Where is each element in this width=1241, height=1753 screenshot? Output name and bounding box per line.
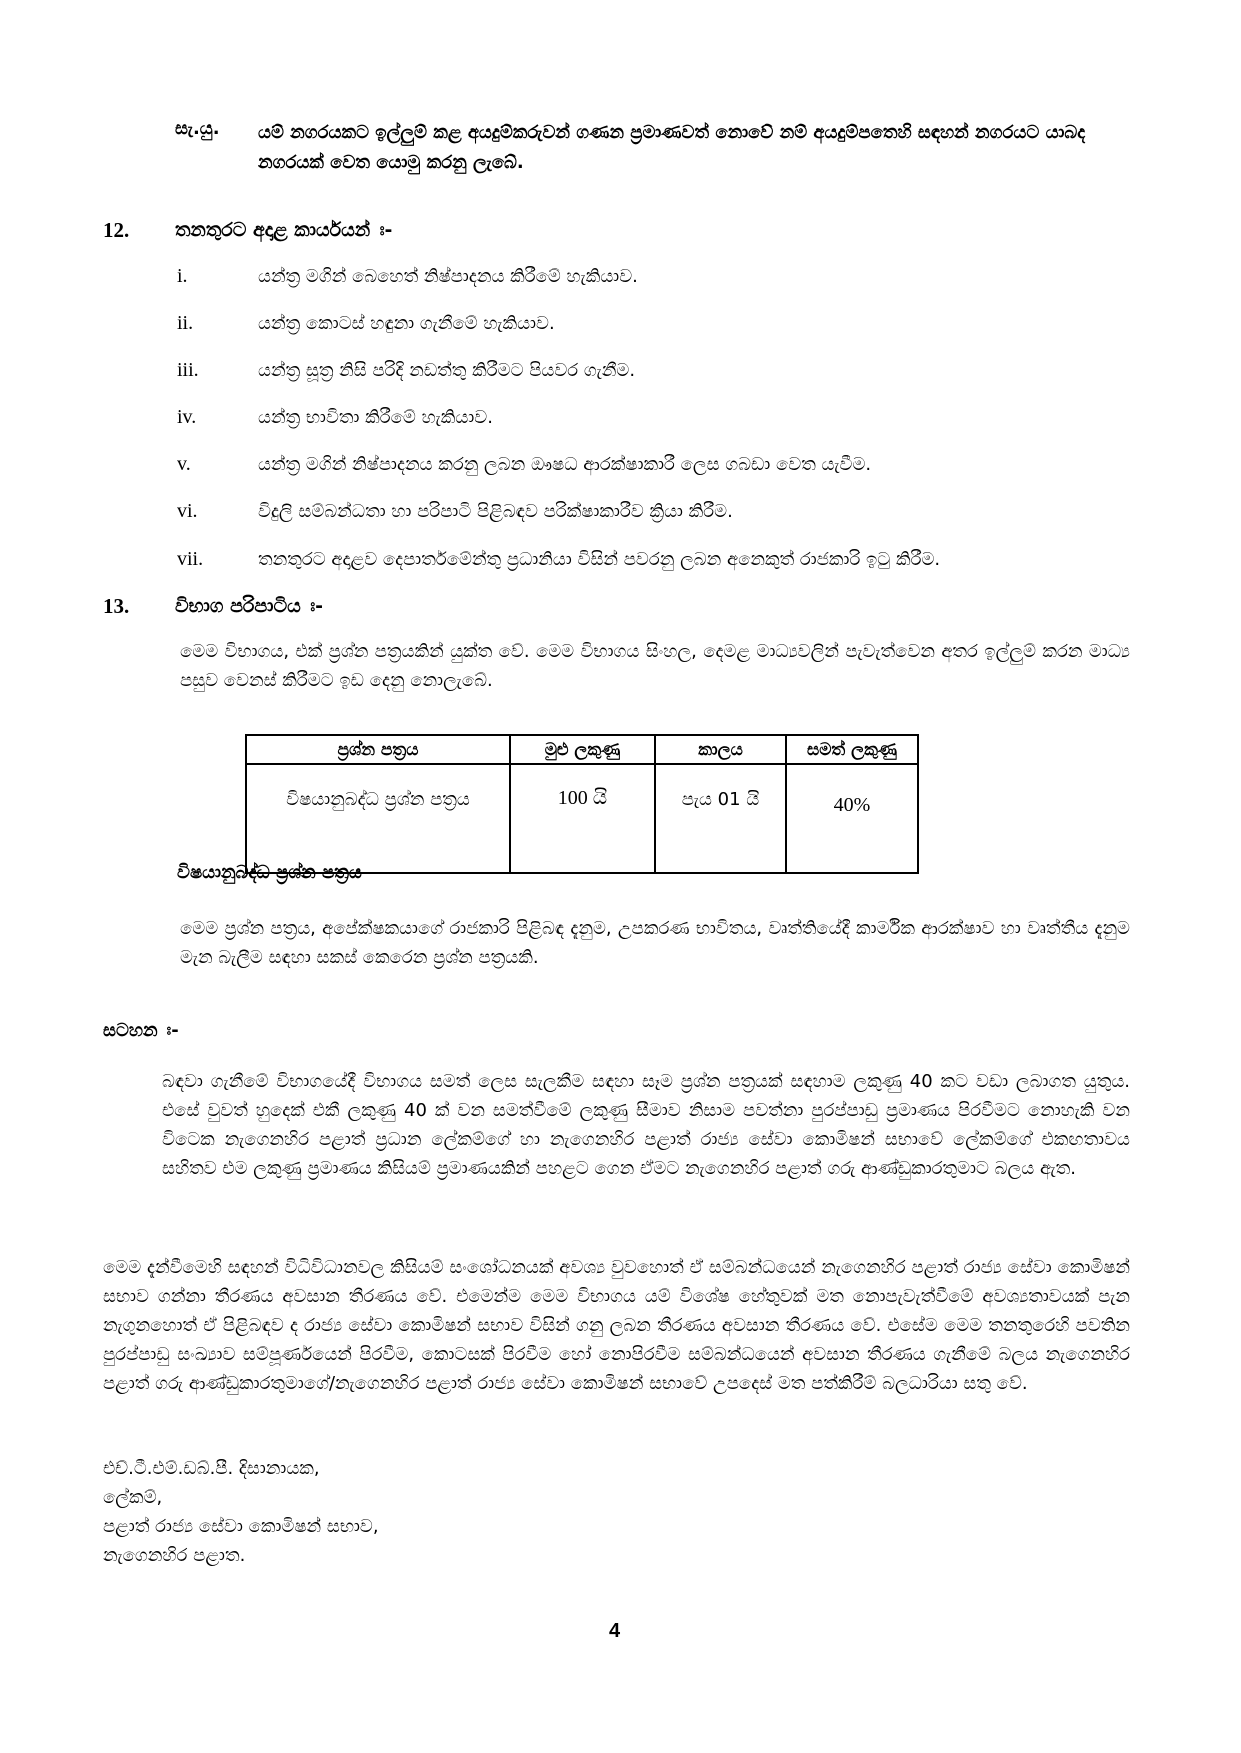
closing-paragraph: මෙම දැන්වීමෙහි සඳහන් විධිවිධානවල කිසියම් සංශෝධනයක් අවශ්‍ය වුවහොත් ඒ සම්බන්ධයෙන් නැගෙනහිර පළාත් රාජ්‍ය සේවා කොමිෂන් සභාව ගන්නා තීරණය අවසාන තීරණය වේ. එමෙන්ම මෙම විභාගය යම් විශේෂ හේතුවක් මත නොපැවැත්වීමේ අවශ්‍යතාවයක් පැන නැගුනහොත් ඒ පිළිබඳව ද රාජ්‍ය සේවා කොමිෂන් සභාව විසින් ගනු ලබන තීරණය අවසාන තීරණය වේ. එසේම මෙම තනතුරෙහි පවතින පුරප්පාඩු සංඛ්‍යාව සම්පූර්ණයෙන් පිරවීම, කොටසක් පිරවීම හෝ නොපිරවීම සම්බන්ධයෙන් අවසාන තීරණය ගැනීමේ බලය නැගෙනහිර පළාත් ගරු ආණ්ඩුකාරතුමාගේ/නැගෙනහිර පළාත් රාජ්‍ය සේවා කොමිෂන් සභාවේ උපදෙස් මත පත්කිරීම් බලධාරියා සතු වේ.: [103, 1257, 1130, 1394]
header-total-marks: මුළු ලකුණු: [510, 735, 655, 764]
duty-roman: i.: [177, 265, 188, 287]
exam-table: [245, 734, 919, 874]
exam-table-header-row: [246, 735, 918, 764]
signature-name: එච්.ටී.එම්.ඩබ්.පී. දිසානායක,: [103, 1458, 320, 1479]
duty-text: යන්ත්‍ර භාවිතා කිරීමේ හැකියාව.: [258, 407, 493, 428]
duty-roman: ii.: [177, 312, 194, 334]
duty-roman: iii.: [177, 359, 199, 381]
signature-province: නැගෙනහිර පළාත.: [103, 1545, 246, 1566]
cell-total-marks: 100 යි: [510, 764, 655, 873]
cell-pass-marks: 40%: [786, 764, 918, 873]
note-text: යම් නගරයකට ඉල්ලුම් කළ අයදුම්කරුවන් ගණන ප්‍රමාණවත් නොවේ නම් අයදුම්පතෙහි සඳහන් නගරයට යාබද නගරයක් වෙත යොමු කරනු ලැබේ.: [258, 122, 1086, 173]
header-paper: ප්‍රශ්න පත්‍රය: [246, 735, 510, 764]
page-number: 4: [609, 1620, 621, 1642]
duty-roman: vii.: [177, 548, 204, 570]
signature-office: පළාත් රාජ්‍ය සේවා කොමිෂන් සභාව,: [103, 1516, 379, 1537]
header-duration: කාලය: [655, 735, 786, 764]
section-12-number: 12.: [103, 218, 130, 242]
duty-text: විදුලි සම්බන්ධතා හා පරිපාටි පිළිබඳව පරික්ෂාකාරීව ක්‍රියා කිරීම.: [258, 501, 733, 522]
duty-text: යන්ත්‍ර සූත්‍ර නිසි පරිදි නඩත්තු කිරීමට පියවර ගැනීම.: [258, 360, 636, 381]
duty-text: යන්ත්‍ර කොටස් හඳුනා ගැනීමේ හැකියාව.: [258, 313, 555, 334]
duty-roman: vi.: [177, 500, 198, 522]
duty-text: යන්ත්‍ර මගින් නිෂ්පාදනය කරනු ලබන ඖෂධ ආරක්ෂාකාරී ලෙස ගබඩා වෙත යැවීම.: [258, 454, 872, 475]
duty-text: යන්ත්‍ර මගින් බෙහෙත් නිෂ්පාදනය කිරීමේ හැකියාව.: [258, 266, 638, 287]
duty-roman: v.: [177, 453, 191, 475]
subject-paper-heading: විෂයානුබද්ධ ප්‍රශ්න පත්‍රය: [177, 862, 362, 883]
section-13-title: විභාග පරිපාටිය ඃ-: [175, 595, 324, 617]
section-12-title: තනතුරට අදාළ කාර්යයන් ඃ-: [175, 219, 393, 241]
cell-duration: පැය 01 යි: [655, 764, 786, 873]
notes-title: සටහන ඃ-: [103, 1020, 179, 1041]
notes-text: බඳවා ගැනීමේ විභාගයේදී විභාගය සමත් ලෙස සැලකීම සඳහා සෑම ප්‍රශ්න පත්‍රයක් සඳහාම ලකුණු 40 කට වඩා ලබාගත යුතුය. එසේ වුවත් හුදෙක් එකී ලකුණු 40 ක් වන සමත්වීමේ ලකුණු සීමාව නිසාම පවත්නා පුරප්පාඩු ප්‍රමාණය පිරවීමට නොහැකි වන විටෙක නැගෙනහිර පළාත් ප්‍රධාන ලේකම්ගේ හා නැගෙනහිර පළාත් රාජ්‍ය සේවා කොමිෂන් සභාවේ ලේකම්ගේ එකඟතාවය සහිතව එම ලකුණු ප්‍රමාණය කිසියම් ප්‍රමාණයකින් පහළට ගෙන ඒමට නැගෙනහිර පළාත් ගරු ආණ්ඩුකාරතුමාට බලය ඇත.: [162, 1071, 1130, 1179]
note-label: සැ.යු.: [175, 118, 220, 139]
signature-block: [103, 1454, 379, 1570]
header-pass-marks: සමත් ලකුණු: [786, 735, 918, 764]
section-13-number: 13.: [103, 594, 130, 618]
duty-text: තනතුරට අදාළව දෙපාර්තමේන්තු ප්‍රධානියා විසින් පවරනු ලබන අනෙකුත් රාජකාරි ඉටු කිරීම.: [258, 549, 941, 570]
table-row: [246, 764, 918, 873]
exam-intro-paragraph: මෙම විභාගය, එක් ප්‍රශ්න පත්‍රයකින් යුක්ත වේ. මෙම විභාගය සිංහල, දෙමළ මාධ්‍යවලින් පැවැත්වෙන අතර ඉල්ලුම් කරන මාධ්‍ය පසුව වෙනස් කිරීමට ඉඩ දෙනු නොලැබේ.: [180, 641, 1130, 691]
subject-paper-description: මෙම ප්‍රශ්න පත්‍රය, අපේක්ෂකයාගේ රාජකාරි පිළිබඳ දැනුම, උපකරණ භාවිතය, වෘත්තියේදී කාර්මික ආරක්ෂාව හා වෘත්තීය දැනුම මැන බැලීම සඳහා සකස් කෙරෙන ප්‍රශ්න පත්‍රයකි.: [180, 918, 1130, 968]
duty-roman: iv.: [177, 406, 197, 428]
cell-paper: විෂයානුබද්ධ ප්‍රශ්න පත්‍රය: [246, 764, 510, 873]
signature-title: ලේකම්,: [103, 1487, 163, 1508]
